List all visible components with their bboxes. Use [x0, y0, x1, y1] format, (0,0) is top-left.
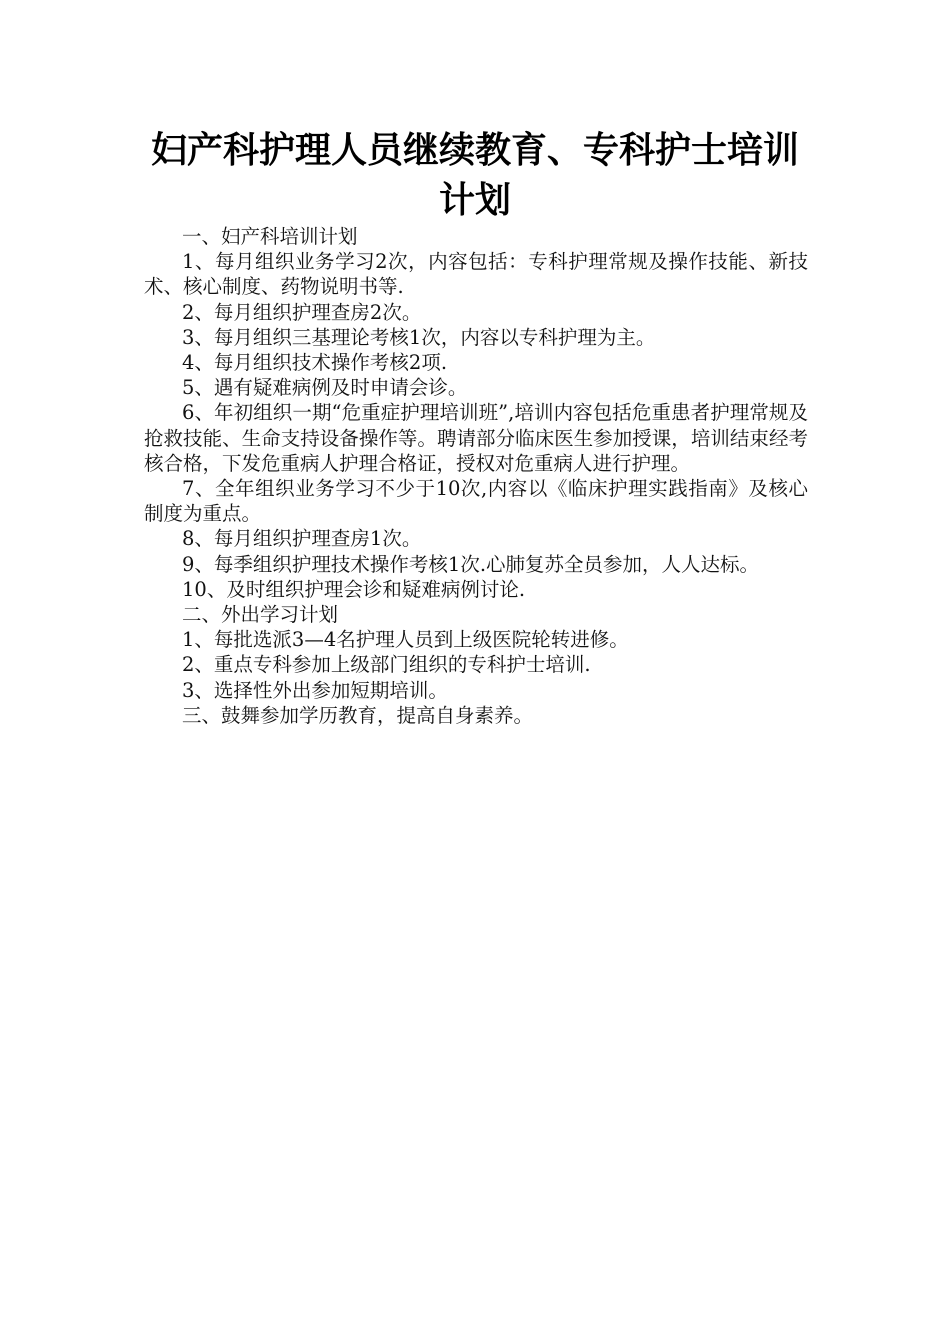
external-item-2: 2、重点专科参加上级部门组织的专科护士培训.: [182, 653, 591, 677]
plan-item-4: 4、每月组织技术操作考核2项.: [182, 351, 448, 375]
plan-item-2: 2、每月组织护理查房2次。: [182, 300, 422, 324]
plan-item-3: 3、每月组织三基理论考核1次，内容以专科护理为主。: [182, 325, 656, 349]
plan-item-9: 9、每季组织护理技术操作考核1次.心肺复苏全员参加，人人达标。: [182, 552, 760, 576]
document-title-line-2: 计划: [438, 179, 511, 221]
external-item-1: 1、每批选派3—4名护理人员到上级医院轮转进修。: [182, 628, 629, 652]
external-item-3: 3、选择性外出参加短期培训。: [182, 678, 448, 702]
plan-item-1: 1、每月组织业务学习2次，内容包括：专科护理常规及操作技能、新技术、核心制度、药物说明书等.: [144, 250, 808, 299]
plan-item-6: 6、年初组织一期“危重症护理培训班”,培训内容包括危重患者护理常规及抢救技能、生命支持设备操作等。聘请部分临床医生参加授课，培训结束经考核合格，下发危重病人护理合格证，授权对危重病人进行护理。: [144, 401, 808, 475]
section-heading-training-plan: 一、妇产科培训计划: [182, 225, 358, 248]
section-heading-external-study: 二、外出学习计划: [182, 603, 339, 627]
plan-item-5: 5、遇有疑难病例及时申请会诊。: [182, 376, 468, 400]
section-heading-education: 三、鼓舞参加学历教育，提高自身素养。: [182, 703, 534, 727]
document-title-line-1: 妇产科护理人员继续教育、专科护士培训: [150, 129, 799, 171]
plan-item-10: 10、及时组织护理会诊和疑难病例讨论.: [182, 577, 526, 601]
document-body: [144, 224, 808, 728]
plan-item-7: 7、全年组织业务学习不少于10次,内容以《临床护理实践指南》及核心制度为重点。: [144, 477, 808, 526]
plan-item-8: 8、每月组织护理查房1次。: [182, 527, 422, 551]
